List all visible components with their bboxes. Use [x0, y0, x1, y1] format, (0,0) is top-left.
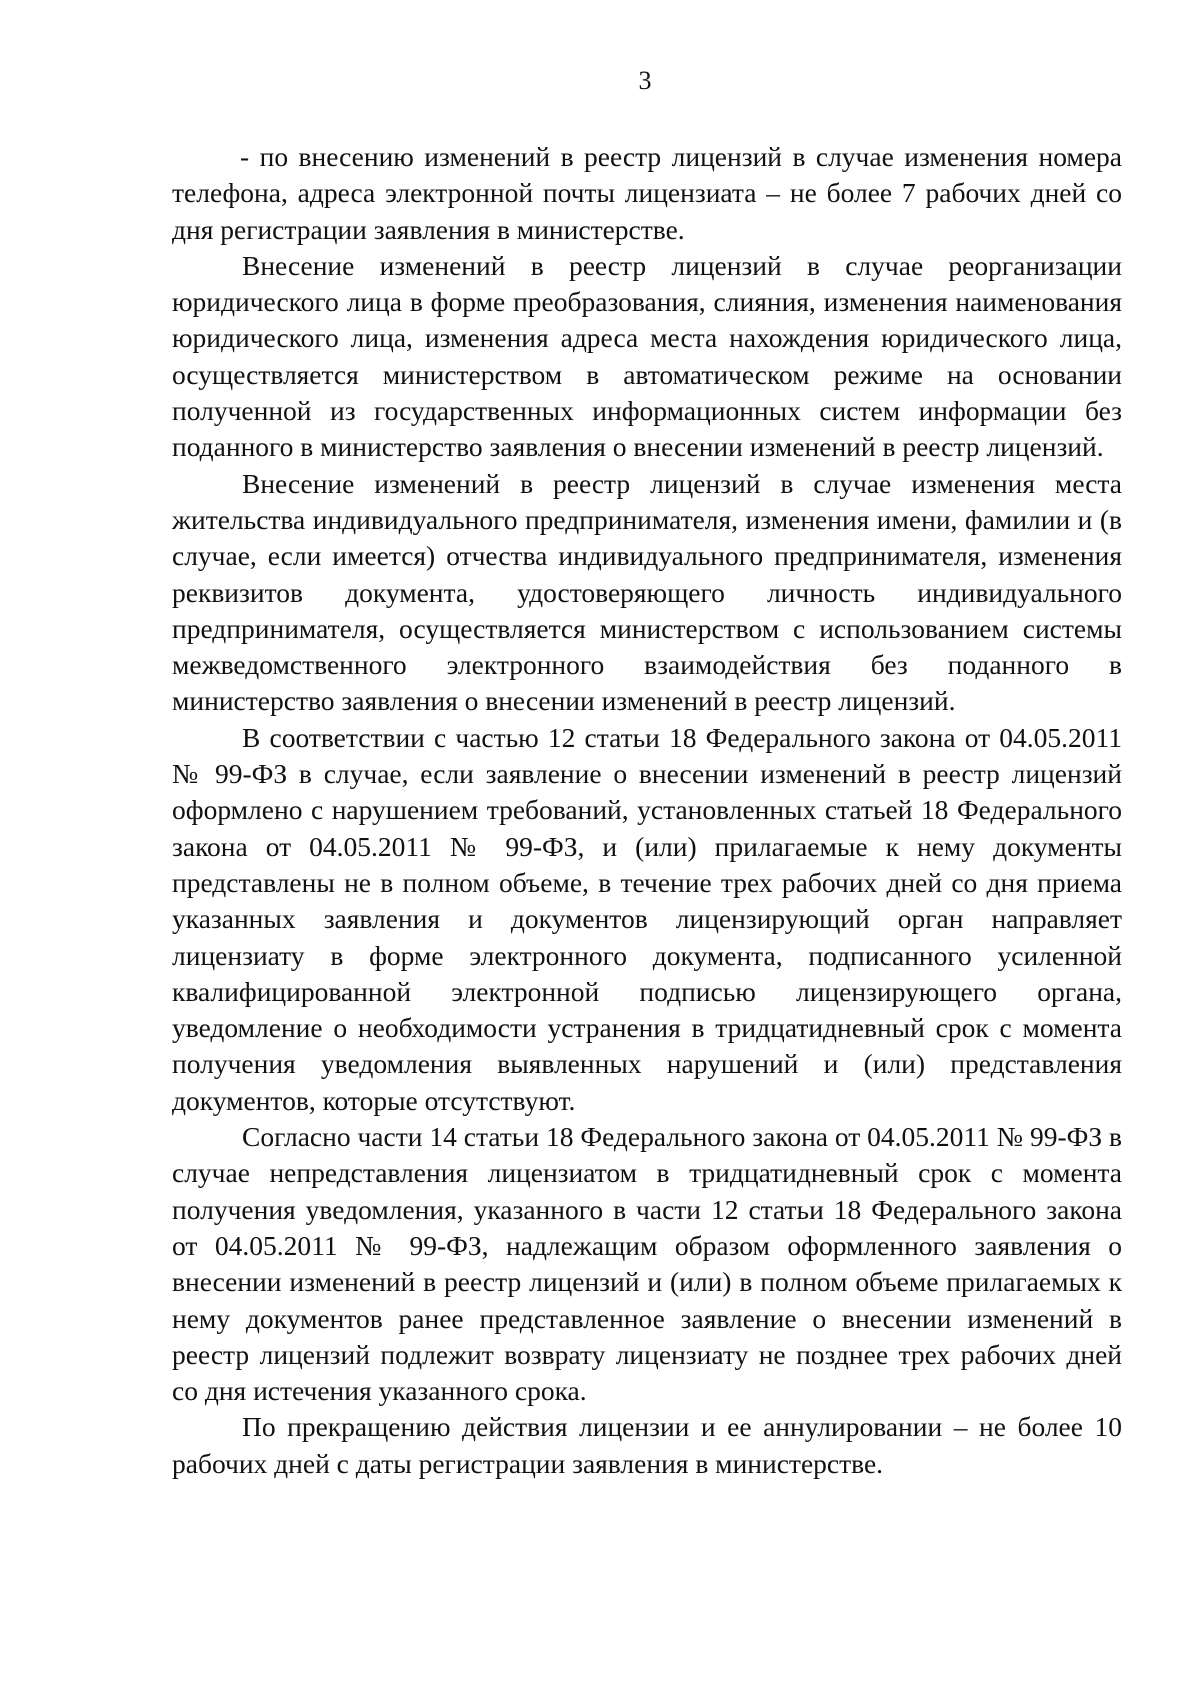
- page-number: 3: [638, 66, 652, 95]
- document-body: [172, 139, 1122, 1482]
- paragraph-part-14-article-18: Согласно части 14 статьи 18 Федерального закона от 04.05.2011 № 99-ФЗ в случае непредставления лицензиатом в тридцатидневный срок с момента получения уведомления, указанного в части 12 статьи 18 Федерального закона от 04.05.2011 № 99-ФЗ, надлежащим образом оформленного заявления о внесении изменений в реестр лицензий и (или) в полном объеме прилагаемых к нему документов ранее представленное заявление о внесении изменений в реестр лицензий подлежит возврату лицензиату не позднее трех рабочих дней со дня истечения указанного срока.: [172, 1121, 1122, 1407]
- paragraph-license-termination: По прекращению действия лицензии и ее аннулировании – не более 10 рабочих дней с даты регистрации заявления в министерстве.: [172, 1411, 1122, 1479]
- paragraph-legal-entity-reorganization: Внесение изменений в реестр лицензий в случае реорганизации юридического лица в форме преобразования, слияния, изменения наименования юридического лица, изменения адреса места нахождения юридического лица, осуществляется министерством в автоматическом режиме на основании полученной из государственных информационных систем информации без поданного в министерство заявления о внесении изменений в реестр лицензий.: [172, 249, 1122, 463]
- paragraph-part-12-article-18: В соответствии с частью 12 статьи 18 Федерального закона от 04.05.2011 № 99-ФЗ в случае, если заявление о внесении изменений в реестр лицензий оформлено с нарушением требований, установленных статьей 18 Федерального закона от 04.05.2011 № 99-ФЗ, и (или) прилагаемые к нему документы представлены не в полном объеме, в течение трех рабочих дней со дня приема указанных заявления и документов лицензирующий орган направляет лицензиату в форме электронного документа, подписанного усиленной квалифицированной электронной подписью лицензирующего органа, уведомление о необходимости устранения в тридцатидневный срок с момента получения уведомления выявленных нарушений и (или) представления документов, которые отсутствуют.: [172, 721, 1122, 1116]
- paragraph-individual-entrepreneur-change: Внесение изменений в реестр лицензий в случае изменения места жительства индивидуального предпринимателя, изменения имени, фамилии и (в случае, если имеется) отчества индивидуального предпринимателя, изменения реквизитов документа, удостоверяющего личность индивидуального предпринимателя, осуществляется министерством с использованием системы межведомственного электронного взаимодействия без поданного в министерство заявления о внесении изменений в реестр лицензий.: [172, 467, 1122, 717]
- paragraph-phone-email-change: - по внесению изменений в реестр лицензий в случае изменения номера телефона, адреса электронной почты лицензиата – не более 7 рабочих дней со дня регистрации заявления в министерстве.: [172, 141, 1122, 245]
